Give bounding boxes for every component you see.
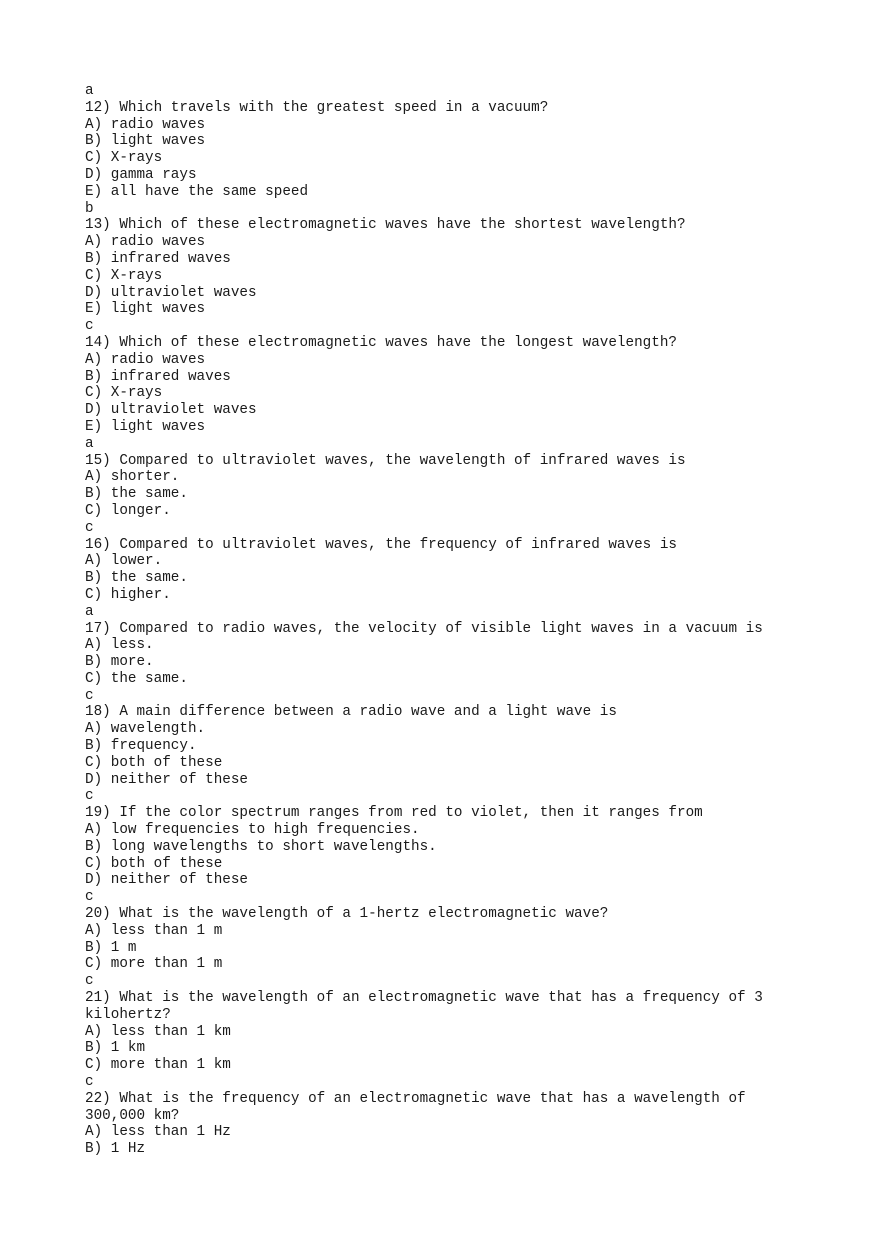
answer-option: B) the same. bbox=[85, 486, 188, 503]
answer-key: c bbox=[85, 687, 94, 704]
answer-option: C) the same. bbox=[85, 670, 188, 687]
answer-option: A) radio waves bbox=[85, 234, 206, 251]
answer-option: B) frequency. bbox=[85, 738, 197, 755]
answer-key: c bbox=[85, 1074, 94, 1091]
answer-option: B) infrared waves bbox=[85, 368, 231, 385]
answer-option: B) light waves bbox=[85, 133, 206, 150]
answer-option: B) 1 Hz bbox=[85, 1141, 146, 1158]
answer-option: B) more. bbox=[85, 654, 154, 671]
answer-option: C) X-rays bbox=[85, 385, 163, 402]
answer-option: C) more than 1 km bbox=[85, 1057, 231, 1074]
question-text: 14) Which of these electromagnetic waves have the longest wavelength? bbox=[85, 334, 677, 351]
answer-option: A) lower. bbox=[85, 553, 163, 570]
answer-option: C) longer. bbox=[85, 502, 171, 519]
question-text: 15) Compared to ultraviolet waves, the wavelength of infrared waves is bbox=[85, 452, 686, 469]
answer-key: c bbox=[85, 973, 94, 990]
question-text: 20) What is the wavelength of a 1-hertz electromagnetic wave? bbox=[85, 906, 609, 923]
answer-option: C) both of these bbox=[85, 855, 223, 872]
document-page bbox=[85, 83, 865, 1158]
question-text: 17) Compared to radio waves, the velocity of visible light waves in a vacuum is bbox=[85, 620, 763, 637]
answer-option: D) ultraviolet waves bbox=[85, 402, 257, 419]
question-text: 18) A main difference between a radio wave and a light wave is bbox=[85, 704, 617, 721]
answer-option: A) less than 1 km bbox=[85, 1023, 231, 1040]
answer-option: C) both of these bbox=[85, 754, 223, 771]
question-text: 21) What is the wavelength of an electromagnetic wave that has a frequency of 3 bbox=[85, 990, 763, 1007]
question-text: 13) Which of these electromagnetic waves have the shortest wavelength? bbox=[85, 217, 686, 234]
answer-option: A) wavelength. bbox=[85, 721, 206, 738]
answer-option: C) more than 1 m bbox=[85, 956, 223, 973]
answer-option: A) shorter. bbox=[85, 469, 180, 486]
answer-key: c bbox=[85, 318, 94, 335]
question-text: 19) If the color spectrum ranges from red to violet, then it ranges from bbox=[85, 805, 703, 822]
answer-option: E) light waves bbox=[85, 418, 206, 435]
answer-option: A) less. bbox=[85, 637, 154, 654]
answer-option: D) ultraviolet waves bbox=[85, 284, 257, 301]
question-text: 22) What is the frequency of an electromagnetic wave that has a wavelength of bbox=[85, 1090, 746, 1107]
answer-option: B) infrared waves bbox=[85, 250, 231, 267]
answer-option: C) higher. bbox=[85, 586, 171, 603]
answer-key: a bbox=[85, 435, 94, 452]
answer-option: B) 1 km bbox=[85, 1040, 146, 1057]
answer-option: D) neither of these bbox=[85, 872, 249, 889]
question-text: 12) Which travels with the greatest speed in a vacuum? bbox=[85, 99, 549, 116]
question-text-continued: 300,000 km? bbox=[85, 1107, 180, 1124]
answer-option: B) long wavelengths to short wavelengths. bbox=[85, 838, 437, 855]
answer-option: C) X-rays bbox=[85, 267, 163, 284]
question-text: 16) Compared to ultraviolet waves, the frequency of infrared waves is bbox=[85, 536, 677, 553]
answer-option: B) 1 m bbox=[85, 939, 137, 956]
answer-option: C) X-rays bbox=[85, 150, 163, 167]
answer-option: A) radio waves bbox=[85, 351, 206, 368]
answer-key: b bbox=[85, 200, 94, 217]
answer-key: c bbox=[85, 519, 94, 536]
answer-option: A) less than 1 m bbox=[85, 922, 223, 939]
answer-key: a bbox=[85, 603, 94, 620]
answer-option: D) gamma rays bbox=[85, 166, 197, 183]
answer-key: c bbox=[85, 889, 94, 906]
answer-option: A) less than 1 Hz bbox=[85, 1124, 231, 1141]
answer-option: E) all have the same speed bbox=[85, 183, 309, 200]
answer-option: A) low frequencies to high frequencies. bbox=[85, 822, 420, 839]
answer-option: B) the same. bbox=[85, 570, 188, 587]
answer-key: a bbox=[85, 83, 94, 99]
question-text-continued: kilohertz? bbox=[85, 1006, 171, 1023]
answer-option: D) neither of these bbox=[85, 771, 249, 788]
answer-option: E) light waves bbox=[85, 301, 206, 318]
answer-key: c bbox=[85, 788, 94, 805]
answer-option: A) radio waves bbox=[85, 116, 206, 133]
